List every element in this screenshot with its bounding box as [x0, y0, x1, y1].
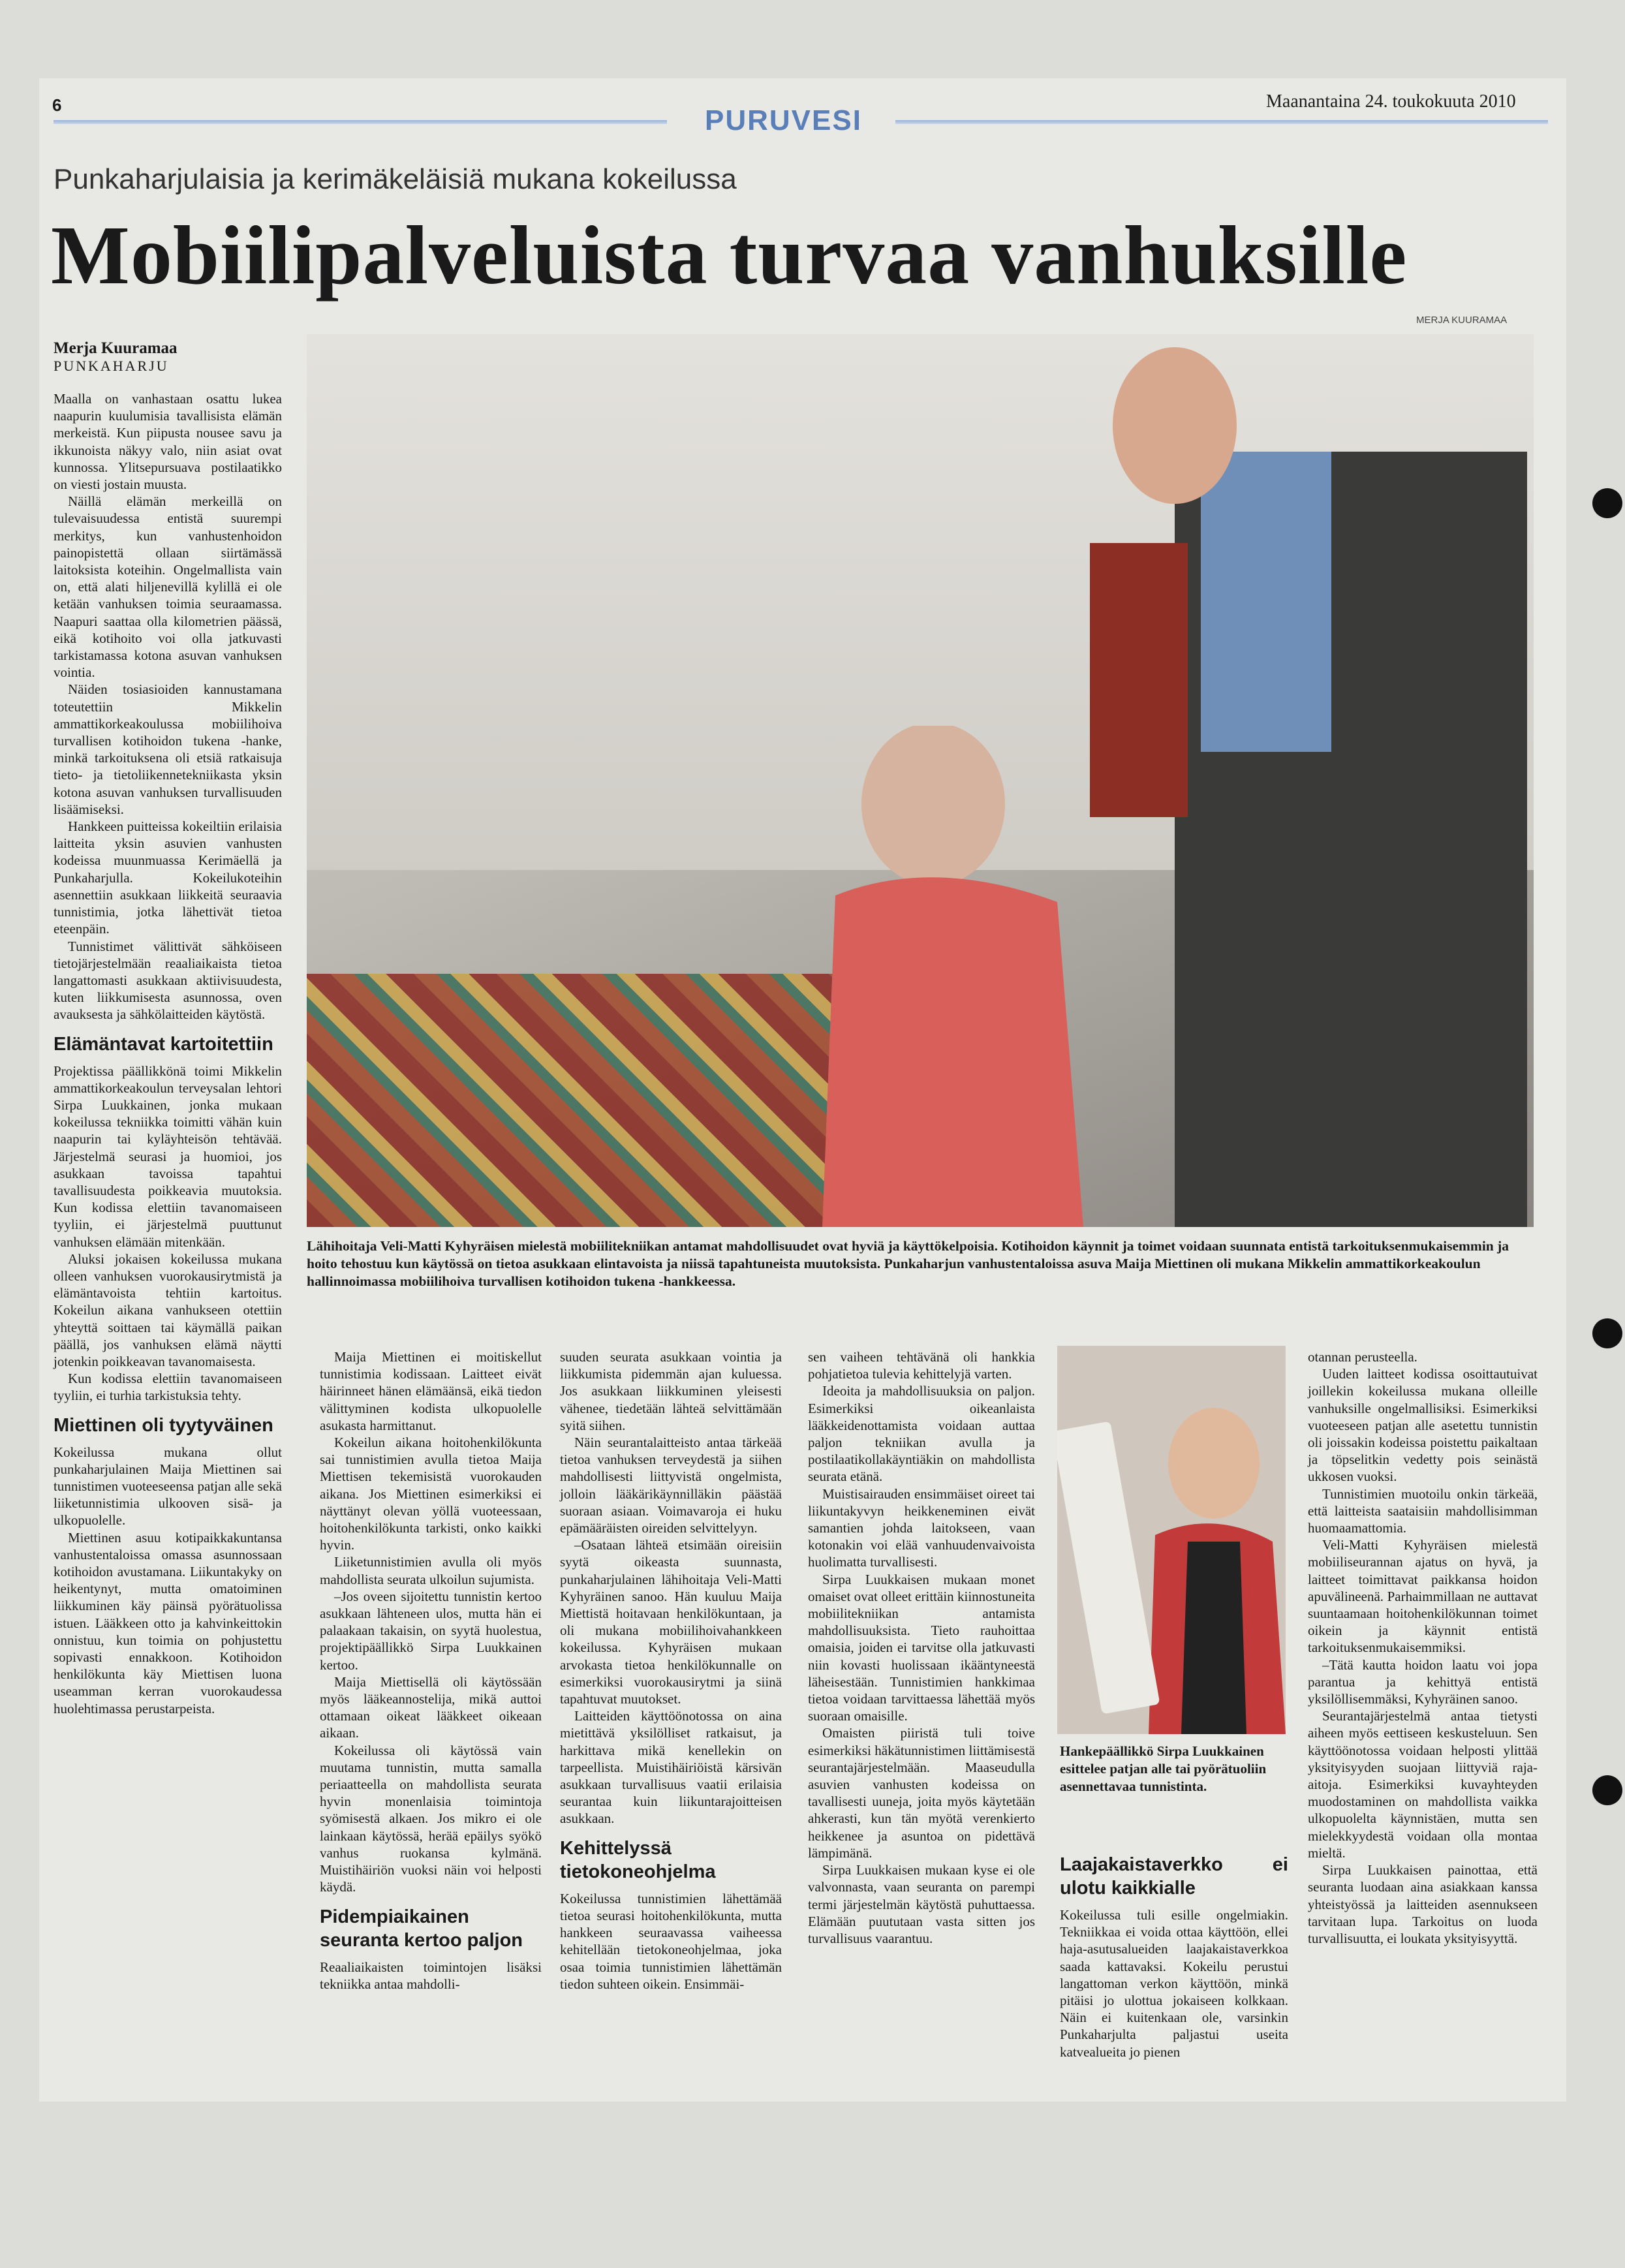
column-2 — [320, 1348, 542, 1993]
paragraph: Omaisten piiristä tuli toive esimerkiksi häkätunnistimen liittämisestä seurantajärjestelmään. Maaseudulla asuvien vanhusten kodeissa on tavallisesti uuneja, joita myös käytetään ahkerasti, kun tän myötä verenkierto heikkenee ja asuntoa on pidettävä lämpimänä. — [808, 1725, 1035, 1861]
page-number: 6 — [52, 95, 62, 115]
photo-project-manager-figure — [1057, 1346, 1286, 1734]
paragraph: Maija Miettinen ei moitiskellut tunnistimia kodissaan. Laitteet eivät häirinneet hänen elämäänsä, eikä tiedon välittyminen kodista ulkopuolelle asukasta harmittanut. — [320, 1349, 542, 1433]
paragraph: Kun kodissa elettiin tavanomaiseen tyyliin, ei turhia tarkistuksia tehty. — [54, 1371, 282, 1404]
paragraph: –Osataan lähteä etsimään oireisiin syytä oikeasta suunnasta, punkaharjulainen lähihoitaja Veli-Matti Kyhyräinen sanoo. Hän kuuluu Maija Miettistä hoitavaan henkilökuntaan, ja oli mukana mobiilihoivahankkeen kokeilussa. Kyhyräisen mukaan arvokasta tietoa henkilökunnalle on esimerkiksi vuorokausirytmi ja siinä tapahtuvat muutokset. — [560, 1537, 782, 1707]
paragraph: Tunnistimien muotoilu onkin tärkeää, että laitteista saataisiin mahdollisimman huomaamattomia. — [1308, 1485, 1538, 1536]
paragraph: Sirpa Luukkaisen mukaan monet omaiset ovat olleet erittäin kiinnostuneita mobiilitekniikan antamista mahdollisuuksista. Tieto rauhoittaa omaisia, joiden ei tarvitse olla jatkuvasti niin kovasti huolissaan ikääntyneestä läheisestään. Tunnistimien hankkimaa tietoa voidaan tarvittaessa lähettää myös suoraan omaisille. — [808, 1571, 1035, 1724]
paragraph: –Tätä kautta hoidon laatu voi jopa parantua ja kehittyä entistä yksilöllisemmäksi, Kyhyräinen sanoo. — [1308, 1656, 1538, 1707]
column-5 — [1060, 1844, 1288, 2060]
paragraph: Ideoita ja mahdollisuuksia on paljon. Esimerkiksi oikeanlaista lääkkeidenottamista voidaan auttaa paljon tekniikan avulla ja postilaatikollakäyntiäkin on mahdollista seurata etänä. — [808, 1383, 1035, 1485]
column-4 — [808, 1348, 1035, 1947]
masthead-rule — [895, 120, 1548, 124]
paragraph: Liiketunnistimien avulla oli myös mahdollista seurata ulkoilun sujumista. — [320, 1554, 542, 1587]
paragraph: Kokeilussa tunnistimien lähettämää tietoa seurasi hoitohenkilökunta, mutta hankkeen seuraavassa vaiheessa kehitellään tietokoneohjelmaa, joka osaa toimia tunnistimien lähettämän tiedon suhteen oikein. Ensimmäi- — [560, 1890, 782, 1992]
paragraph: Seurantajärjestelmä antaa tietysti aiheen myös eettiseen keskusteluun. Sen käyttöönotossa voidaan helposti ylittää yksityisyyden suojaan liittyviä raja-aitoja. Esimerkiksi kuvayhteyden muodostaminen on mahdollista vaikka ulkopuolelta käynnistäen, mutta sen mielekkyydestä voidaan olla montaa mieltä. — [1308, 1708, 1538, 1861]
paragraph: Projektissa päällikkönä toimi Mikkelin ammattikorkeakoulun terveysalan lehtori Sirpa Luukkainen, jonka mukaan kokeilussa tekniikka toimitti vähän kuin naapurin tai kyläyhteisön tehtävää. Järjestelmä seurasi ja huomioi, jos asukkaan tavoissa tapahtui tavallisuudesta poikkeavia muutoksia. Kun kodissa elettiin tavanomaiseen tyyliin, ei järjestelmä puuttunut vanhuksen elämään mitenkään. — [54, 1063, 282, 1250]
paragraph: Laitteiden käyttöönotossa on aina mietittävä yksilölliset ratkaisut, ja harkittava mikä kenellekin on tarpeellista. Muistihäiriöistä kärsivän asukkaan turvallisuus vaatii erilaisia seurantaa kuin liikuntarajoitteisen asukkaan. — [560, 1708, 782, 1827]
paragraph: Veli-Matti Kyhyräisen mielestä mobiiliseurannan ajatus on hyvä, ja laitteet toimittavat paikkansa hoidon apuvälineenä. Parhaimmillaan ne auttavat suuntaamaan hoitohenkilökunnan toimet oikein ja käynnit entistä tarkoituksenmukaisemmiksi. — [1308, 1537, 1538, 1656]
portrait-photo — [1057, 1346, 1286, 1734]
author-name: Merja Kuuramaa — [54, 339, 178, 357]
paragraph: Kokeilussa tuli esille ongelmiakin. Tekniikkaa ei voida ottaa käyttöön, ellei haja-asutusalueiden laajakaistaverkkoa saada kattavaksi. Kokeilu perustui langattoman verkon käyttöön, minkä pitäisi jo ulottua jokaiseen kolkkaan. Näin ei kuitenkaan ole, varsinkin Punkaharjulta paljastui useita katvealueita jo pienen — [1060, 1907, 1288, 2060]
subheading: Elämäntavat kartoitettiin — [54, 1033, 273, 1055]
paragraph: Sirpa Luukkaisen mukaan kyse ei ole valvonnasta, vaan seuranta on parempi termi järjestelmän käytöstä puhuttaessa. Elämään puututaan vasta sitten jos turvallisuus vaarantuu. — [808, 1862, 1035, 1946]
dateline: PUNKAHARJU — [54, 358, 169, 374]
newspaper-logo: PURUVESI — [705, 104, 862, 136]
paragraph: Tunnistimet välittivät sähköiseen tietojärjestelmään reaaliaikaista tietoa langattomasti asukkaan aktiivisuudesta, kuten liikkumisesta asunnossa, oven avauksesta ja sähkölaitteiden käytöstä. — [54, 938, 282, 1023]
byline — [54, 339, 269, 375]
column-3 — [560, 1348, 782, 1993]
paragraph: Reaaliaikaisten toimintojen lisäksi tekniikka antaa mahdolli- — [320, 1959, 542, 1992]
binder-hole — [1592, 488, 1622, 518]
column-6 — [1308, 1348, 1538, 1947]
photo-credit: MERJA KUURAMAA — [1416, 315, 1508, 326]
paragraph: Kokeilussa mukana ollut punkaharjulainen Maija Miettinen sai tunnistimen vuoteeseensa patjan alle sekä liiketunnistimia ulkooven sisä- ja ulkopuolelle. — [54, 1444, 282, 1529]
paragraph: Näin seurantalaitteisto antaa tärkeää tietoa vanhuksen terveydestä ja siihen mahdollisesti liittyvistä ongelmista, jolloin lääkärikäynnilläkin päästää suoraan asiaan. Voimavaroja ei huku epämääräisten oireiden selvittelyyn. — [560, 1435, 782, 1536]
masthead-rule — [54, 120, 667, 124]
paragraph: Muistisairauden ensimmäiset oireet tai liikuntakyvyn heikkeneminen eivät samantien johda laitokseen, vaan kotonakin voi elää vanhuudenvaivoista huolimatta turvallisesti. — [808, 1485, 1035, 1570]
main-photo — [307, 334, 1534, 1227]
subheading: Pidempiaikainen seuranta kertoo paljon — [320, 1906, 523, 1951]
column-1 — [54, 390, 282, 1717]
paragraph: –Jos oveen sijoitettu tunnistin kertoo asukkaan lähteneen ulos, mutta hän ei palaakaan takaisin, on syytä huolestua, projektipäällikkö Sirpa Luukkainen kertoo. — [320, 1588, 542, 1673]
paragraph: Miettinen asuu kotipaikkakuntansa vanhustentaloissa omassa asunnossaan kotihoidon avustamana. Liikuntakyky on heikentynyt, mutta omatoiminen liikkuminen käy päinsä pyörätuolissa istuen. Lääkkeen otto ja kahvinkeittokin onnistuu, kun toimia on pohjustettu sopivasti ennakkoon. Kotihoidon henkilökunta käy Miettisen luona useamman kerran vuorokaudessa huolehtimassa perustarpeista. — [54, 1529, 282, 1717]
paragraph: Aluksi jokaisen kokeilussa mukana olleen vanhuksen vuorokausirytmistä ja elämäntavoista tehtiin kartoitus. Kokeilun aikana vanhukseen otettiin yhteyttä soittaen tai käymällä paikan päällä, jos vanhuksen elämä näytti jotenkin poikkeavan tavanomaisesta. — [54, 1251, 282, 1369]
binder-hole — [1592, 1775, 1622, 1805]
subheading: Kehittelyssä tietokoneohjelma — [560, 1837, 716, 1882]
paragraph: Hankkeen puitteissa kokeiltiin erilaisia laitteita yksin asuvien vanhusten kodeissa muunmuassa Kerimäellä ja Punkaharjulla. Kokeilukoteihin asennettiin asukkaan liikkeitä seuraavia tunnistimia, jotka lähettivät tietoa eteenpäin. — [54, 818, 282, 937]
photo-elderly-woman-figure — [822, 726, 1136, 1227]
paragraph: Sirpa Luukkaisen painottaa, että seuranta luodaan aina asiakkaan kanssa yhteistyössä ja laitteiden asennukseen tarvitaan lupa. Tarkoitus on luoda turvallisuutta, ei loukata yksityisyyttä. — [1308, 1862, 1538, 1946]
paragraph: Näiden tosiasioiden kannustamana toteutettiin Mikkelin ammattikorkeakoulussa mobiilihoiva turvallisen kotihoidon tukena -hanke, minkä tarkoituksena oli etsiä ratkaisuja tieto- ja tietoliikennetekniikasta yksin kotona asuvan vanhuksen turvallisuuden lisäämiseksi. — [54, 681, 282, 817]
article-headline: Mobiilipalveluista turvaa vanhuksille — [51, 209, 1408, 302]
main-photo-caption: Lähihoitaja Veli-Matti Kyhyräisen mielestä mobiilitekniikan antamat mahdollisuudet ovat hyviä ja käyttökelpoisia. Kotihoidon käynnit ja toimet voidaan suunnata entistä tarkoituksenmukaisemmin ja hoito tehostuu kun käytössä on tietoa asukkaan elintavoista ja niissä tapahtuneista muutoksista. Punkaharjun vanhustentaloissa asuva Maija Miettinen oli mukana Mikkelin ammattikorkeakoulun hallinnoimassa mobiilihoiva turvallisen kotihoidon tukena -hankkeessa. — [307, 1238, 1509, 1289]
paragraph: Kokeilun aikana hoitohenkilökunta sai tunnistimien avulla tietoa Maija Miettisen tekemisistä vuorokauden aikana. Jos Miettinen esimerkiksi ei näyttänyt olevan yöllä vuoteessaan, hoitohenkilökunta tarkisti, onko kaikki hyvin. — [320, 1435, 542, 1553]
article-kicker: Punkaharjulaisia ja kerimäkeläisiä mukana kokeilussa — [54, 163, 737, 195]
binder-hole — [1592, 1318, 1622, 1348]
issue-date: Maanantaina 24. toukokuuta 2010 — [1266, 91, 1516, 112]
paragraph: suuden seurata asukkaan vointia ja liikkumista pidemmän ajan kuluessa. Jos asukkaan liikkuminen yleisesti vähenee, tiedetään lähteä selvittämään syitä siihen. — [560, 1349, 782, 1433]
portrait-photo-caption: Hankepäällikkö Sirpa Luukkainen esittelee patjan alle tai pyörätuoliin asennettavaa tunnistinta. — [1060, 1743, 1267, 1794]
paragraph: otannan perusteella. — [1308, 1349, 1417, 1365]
paragraph: Uuden laitteet kodissa osoittautuivat joillekin kokeilussa mukana olleille vanhuksille ongelmallisiksi. Esimerkiksi vuoteeseen patjan alle asetettu tunnistin oli joissakin kodeissa poistettu paikaltaan ja töpselitkin vedetty pois seinästä ukkosen vuoksi. — [1308, 1366, 1538, 1485]
paragraph: Kokeilussa oli käytössä vain muutama tunnistin, mutta samalla periaatteella on mahdollista seurata hyvin monenlaisia toimintoja syömisestä alkaen. Jos mikro ei ole lainkaan käytössä, herää epäilys syökö vanhus ruokansa kylmänä. Muistihäiriön vuoksi näin voi helposti käydä. — [320, 1742, 542, 1895]
subheading: Miettinen oli tyytyväinen — [54, 1414, 273, 1436]
paragraph: Maija Miettisellä oli käytössään myös lääkeannostelija, mikä auttoi ottamaan oikeat lääkkeet oikeaan aikaan. — [320, 1673, 542, 1741]
paragraph: sen vaiheen tehtävänä oli hankkia pohjatietoa tulevia kehittelyjä varten. — [808, 1349, 1035, 1382]
paragraph: Maalla on vanhastaan osattu lukea naapurin kuulumisia tavallisista elämän merkeistä. Kun piipusta nousee savu ja ikkunoista näkyy valo, niin asiat ovat kunnossa. Ylitsepursuava postilaatikko on viesti jostain muusta. — [54, 391, 282, 493]
paragraph: Näillä elämän merkeillä on tulevaisuudessa entistä suurempi merkitys, kun vanhustenhoidon painopistettä ollaan siirtämässä laitoksista koteihin. Ongelmallista vain on, että alati hiljenevillä kylillä ei ole ketään vanhuksen toimia seuraamassa. Naapuri saattaa olla kilometrien päässä, eikä kotihoito voi olla jatkuvasti tarkistamassa kotona asuvan vanhuksen vointia. — [54, 493, 282, 681]
subheading: Laajakaistaverkko ei ulotu kaikkialle — [1060, 1854, 1288, 1899]
